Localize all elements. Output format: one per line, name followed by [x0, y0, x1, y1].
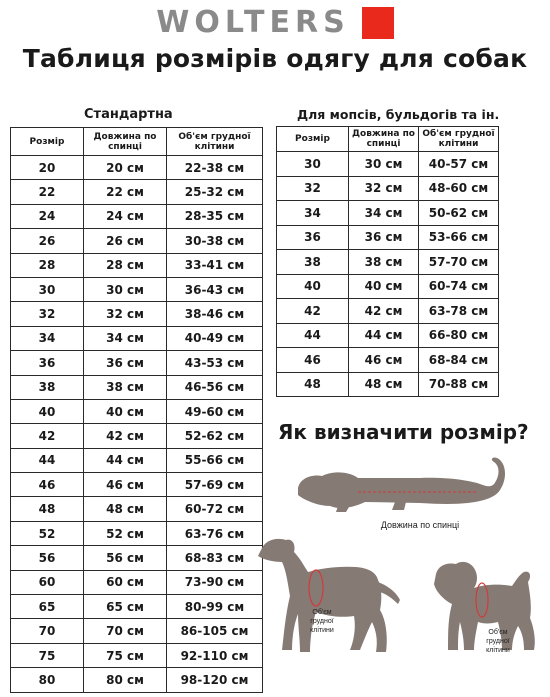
- cell-chest: 57-69 см: [167, 473, 263, 497]
- cell-back-length: 44 см: [349, 323, 419, 348]
- cell-back-length: 34 см: [84, 326, 167, 350]
- cell-size: 48: [11, 497, 84, 521]
- cell-chest: 43-53 см: [167, 351, 263, 375]
- cell-chest: 86-105 см: [167, 619, 263, 643]
- cell-back-length: 32 см: [349, 176, 419, 201]
- cell-back-length: 46 см: [84, 473, 167, 497]
- cell-back-length: 48 см: [349, 372, 419, 397]
- cell-size: 22: [11, 180, 84, 204]
- cell-chest: 60-74 см: [419, 274, 499, 299]
- cell-chest: 30-38 см: [167, 229, 263, 253]
- how-to-measure-title: Як визначити розмір?: [278, 420, 529, 444]
- cell-back-length: 30 см: [349, 152, 419, 177]
- cell-size: 44: [11, 448, 84, 472]
- header-back-length: Довжина по спинці: [84, 128, 167, 156]
- cell-size: 32: [277, 176, 349, 201]
- cell-back-length: 28 см: [84, 253, 167, 277]
- cell-chest: 63-78 см: [419, 299, 499, 324]
- back-length-label: Довжина по спинці: [380, 520, 460, 530]
- pug-chest-label-line-2: грудної: [486, 638, 510, 645]
- cell-back-length: 80 см: [84, 668, 167, 692]
- cell-chest: 52-62 см: [167, 424, 263, 448]
- cell-chest: 98-120 см: [167, 668, 263, 692]
- cell-back-length: 56 см: [84, 546, 167, 570]
- cell-size: 24: [11, 204, 84, 228]
- cell-chest: 38-46 см: [167, 302, 263, 326]
- cell-size: 36: [277, 225, 349, 250]
- cell-size: 34: [277, 201, 349, 226]
- cell-size: 48: [277, 372, 349, 397]
- cell-size: 38: [11, 375, 84, 399]
- cell-back-length: 30 см: [84, 277, 167, 301]
- cell-size: 20: [11, 156, 84, 180]
- cell-chest: 73-90 см: [167, 570, 263, 594]
- cell-size: 80: [11, 668, 84, 692]
- cell-chest: 57-70 см: [419, 250, 499, 275]
- cell-size: 40: [277, 274, 349, 299]
- cell-size: 32: [11, 302, 84, 326]
- pugs-table-caption: Для мопсів, бульдогів та ін.: [297, 107, 500, 122]
- cell-back-length: 34 см: [349, 201, 419, 226]
- cell-size: 36: [11, 351, 84, 375]
- cell-size: 46: [277, 348, 349, 373]
- pug-chest-label-line-3: клітини: [486, 647, 510, 654]
- header-size: Розмір: [11, 128, 84, 156]
- cell-back-length: 22 см: [84, 180, 167, 204]
- cell-back-length: 20 см: [84, 156, 167, 180]
- cell-size: 44: [277, 323, 349, 348]
- header-size: Розмір: [277, 127, 349, 152]
- cell-back-length: 32 см: [84, 302, 167, 326]
- cell-back-length: 40 см: [349, 274, 419, 299]
- cell-chest: 63-76 см: [167, 521, 263, 545]
- cell-chest: 92-110 см: [167, 643, 263, 667]
- cell-back-length: 48 см: [84, 497, 167, 521]
- cell-size: 42: [11, 424, 84, 448]
- cell-chest: 36-43 см: [167, 277, 263, 301]
- cell-chest: 53-66 см: [419, 225, 499, 250]
- cell-back-length: 42 см: [84, 424, 167, 448]
- cell-back-length: 38 см: [84, 375, 167, 399]
- cell-chest: 40-49 см: [167, 326, 263, 350]
- cell-back-length: 42 см: [349, 299, 419, 324]
- cell-chest: 33-41 см: [167, 253, 263, 277]
- cell-chest: 46-56 см: [167, 375, 263, 399]
- pug-chest-label-line-1: Об'єм: [488, 629, 508, 636]
- cell-size: 60: [11, 570, 84, 594]
- cell-back-length: 70 см: [84, 619, 167, 643]
- chest-label-line-1: Об'єм: [312, 609, 332, 616]
- cell-chest: 80-99 см: [167, 595, 263, 619]
- cell-chest: 49-60 см: [167, 399, 263, 423]
- cell-chest: 60-72 см: [167, 497, 263, 521]
- header-chest: Об'єм грудної клітини: [419, 127, 499, 152]
- cell-back-length: 44 см: [84, 448, 167, 472]
- chest-label-line-2: грудної: [310, 618, 334, 625]
- cell-back-length: 36 см: [84, 351, 167, 375]
- cell-size: 42: [277, 299, 349, 324]
- cell-back-length: 52 см: [84, 521, 167, 545]
- cell-size: 26: [11, 229, 84, 253]
- cell-back-length: 46 см: [349, 348, 419, 373]
- cell-back-length: 65 см: [84, 595, 167, 619]
- pug-standing-icon: [434, 562, 535, 654]
- cell-back-length: 75 см: [84, 643, 167, 667]
- cell-chest: 22-38 см: [167, 156, 263, 180]
- cell-size: 75: [11, 643, 84, 667]
- cell-back-length: 38 см: [349, 250, 419, 275]
- cell-chest: 66-80 см: [419, 323, 499, 348]
- cell-chest: 48-60 см: [419, 176, 499, 201]
- cell-size: 56: [11, 546, 84, 570]
- cell-size: 52: [11, 521, 84, 545]
- cell-size: 34: [11, 326, 84, 350]
- dog-standing-icon: [258, 539, 400, 652]
- cell-size: 30: [11, 277, 84, 301]
- cell-size: 65: [11, 595, 84, 619]
- chest-label-line-3: клітини: [310, 627, 334, 634]
- cell-chest: 68-84 см: [419, 348, 499, 373]
- cell-size: 46: [11, 473, 84, 497]
- header-back-length: Довжина по спинці: [349, 127, 419, 152]
- cell-size: 38: [277, 250, 349, 275]
- cell-chest: 28-35 см: [167, 204, 263, 228]
- cell-chest: 70-88 см: [419, 372, 499, 397]
- cell-size: 40: [11, 399, 84, 423]
- cell-back-length: 60 см: [84, 570, 167, 594]
- standard-table-caption: Стандартна: [84, 107, 173, 122]
- cell-back-length: 24 см: [84, 204, 167, 228]
- cell-chest: 68-83 см: [167, 546, 263, 570]
- cell-chest: 40-57 см: [419, 152, 499, 177]
- cell-size: 28: [11, 253, 84, 277]
- cell-back-length: 40 см: [84, 399, 167, 423]
- cell-size: 70: [11, 619, 84, 643]
- cell-chest: 50-62 см: [419, 201, 499, 226]
- brand-name: WOLTERS: [156, 5, 350, 40]
- cell-back-length: 36 см: [349, 225, 419, 250]
- dog-top-view-icon: [298, 457, 505, 530]
- cell-chest: 55-66 см: [167, 448, 263, 472]
- cell-size: 30: [277, 152, 349, 177]
- cell-back-length: 26 см: [84, 229, 167, 253]
- header-chest: Об'єм грудної клітини: [167, 128, 263, 156]
- cell-chest: 25-32 см: [167, 180, 263, 204]
- page-title: Таблиця розмірів одягу для собак: [22, 44, 528, 73]
